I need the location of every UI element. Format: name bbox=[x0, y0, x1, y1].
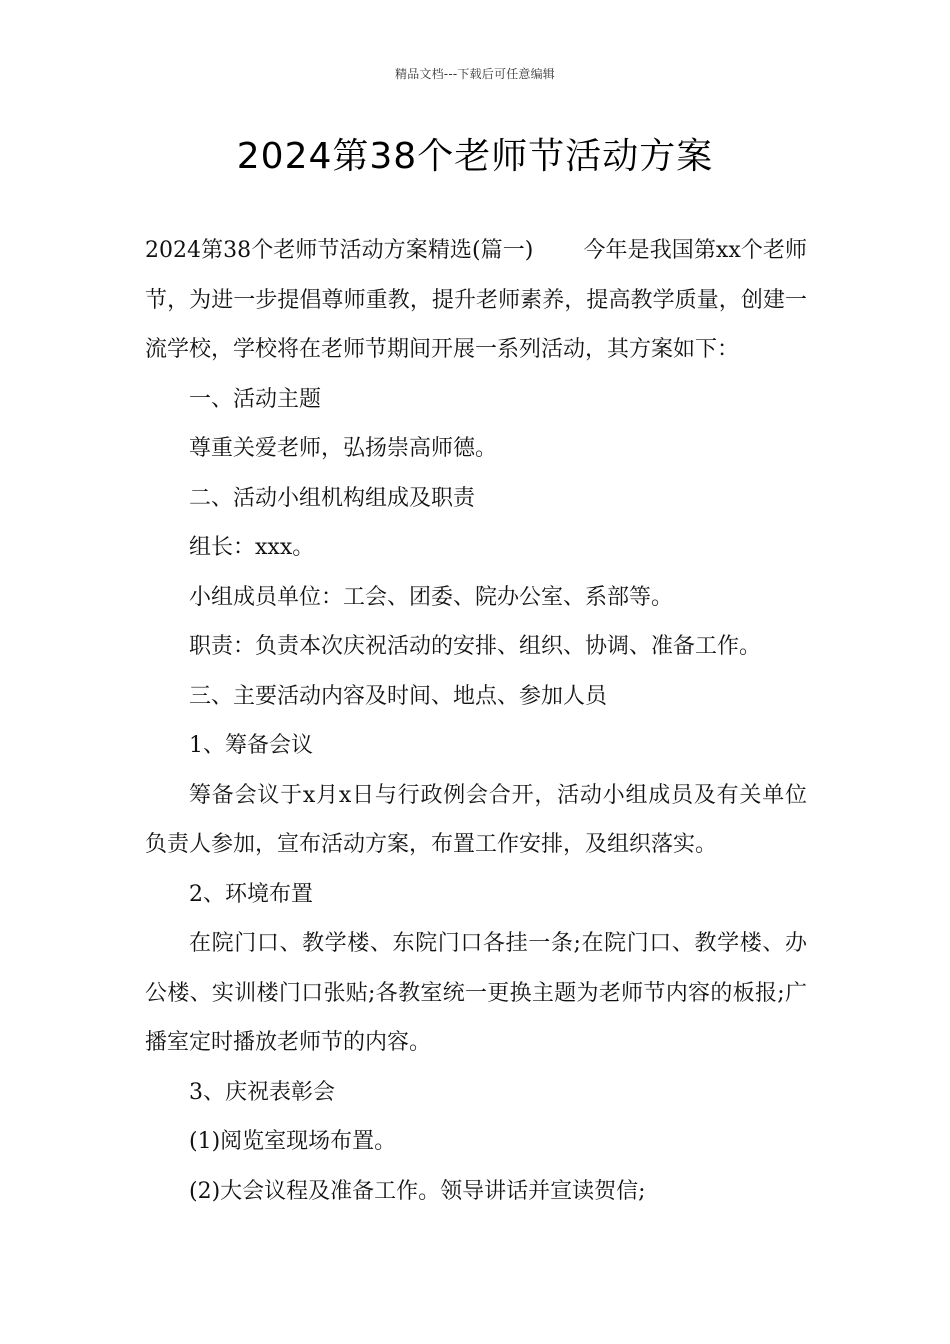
paragraph-theme: 尊重关爱老师，弘扬崇高师德。 bbox=[189, 436, 498, 461]
list-item-2: (2)大会议程及准备工作。领导讲话并宣读贺信; bbox=[189, 1178, 646, 1204]
document-title: 2024第38个老师节活动方案 bbox=[236, 136, 714, 177]
subheading-environment: 2、环境布置 bbox=[189, 881, 313, 907]
header-note: 精品文档---下载后可任意编辑 bbox=[395, 67, 555, 81]
paragraph-leader: 组长：xxx。 bbox=[189, 535, 315, 560]
paragraph-environment: 在院门口、教学楼、东院门口各挂一条;在院门口、教学楼、办公楼、实训楼门口张贴;各教室统一更换主题为老师节内容的板报;广播室定时播放老师节的内容。 bbox=[145, 931, 807, 1055]
paragraph-duties: 职责：负责本次庆祝活动的安排、组织、协调、准备工作。 bbox=[189, 634, 762, 659]
subheading-preparation: 1、筹备会议 bbox=[189, 733, 313, 758]
section-heading-organization: 二、活动小组机构组成及职责 bbox=[189, 485, 476, 511]
paragraph-preparation: 筹备会议于x月x日与行政例会合开，活动小组成员及有关单位负责人参加，宣布活动方案，布置工作安排，及组织落实。 bbox=[145, 782, 807, 857]
paragraph-members: 小组成员单位：工会、团委、院办公室、系部等。 bbox=[189, 584, 674, 610]
document-body bbox=[145, 226, 807, 1216]
section-heading-theme: 一、活动主题 bbox=[189, 386, 322, 412]
intro-heading: 2024第38个老师节活动方案精选(篇一) bbox=[145, 238, 534, 263]
section-heading-activities: 三、主要活动内容及时间、地点、参加人员 bbox=[189, 683, 608, 709]
intro-text: 今年是我国第xx个老师节，为进一步提倡尊师重教，提升老师素养，提高教学质量，创建一流学校，学校将在老师节期间开展一系列活动，其方案如下： bbox=[145, 238, 807, 362]
list-item-1: (1)阅览室现场布置。 bbox=[189, 1129, 397, 1154]
intro-paragraph bbox=[145, 226, 807, 375]
subheading-celebration: 3、庆祝表彰会 bbox=[189, 1079, 335, 1105]
